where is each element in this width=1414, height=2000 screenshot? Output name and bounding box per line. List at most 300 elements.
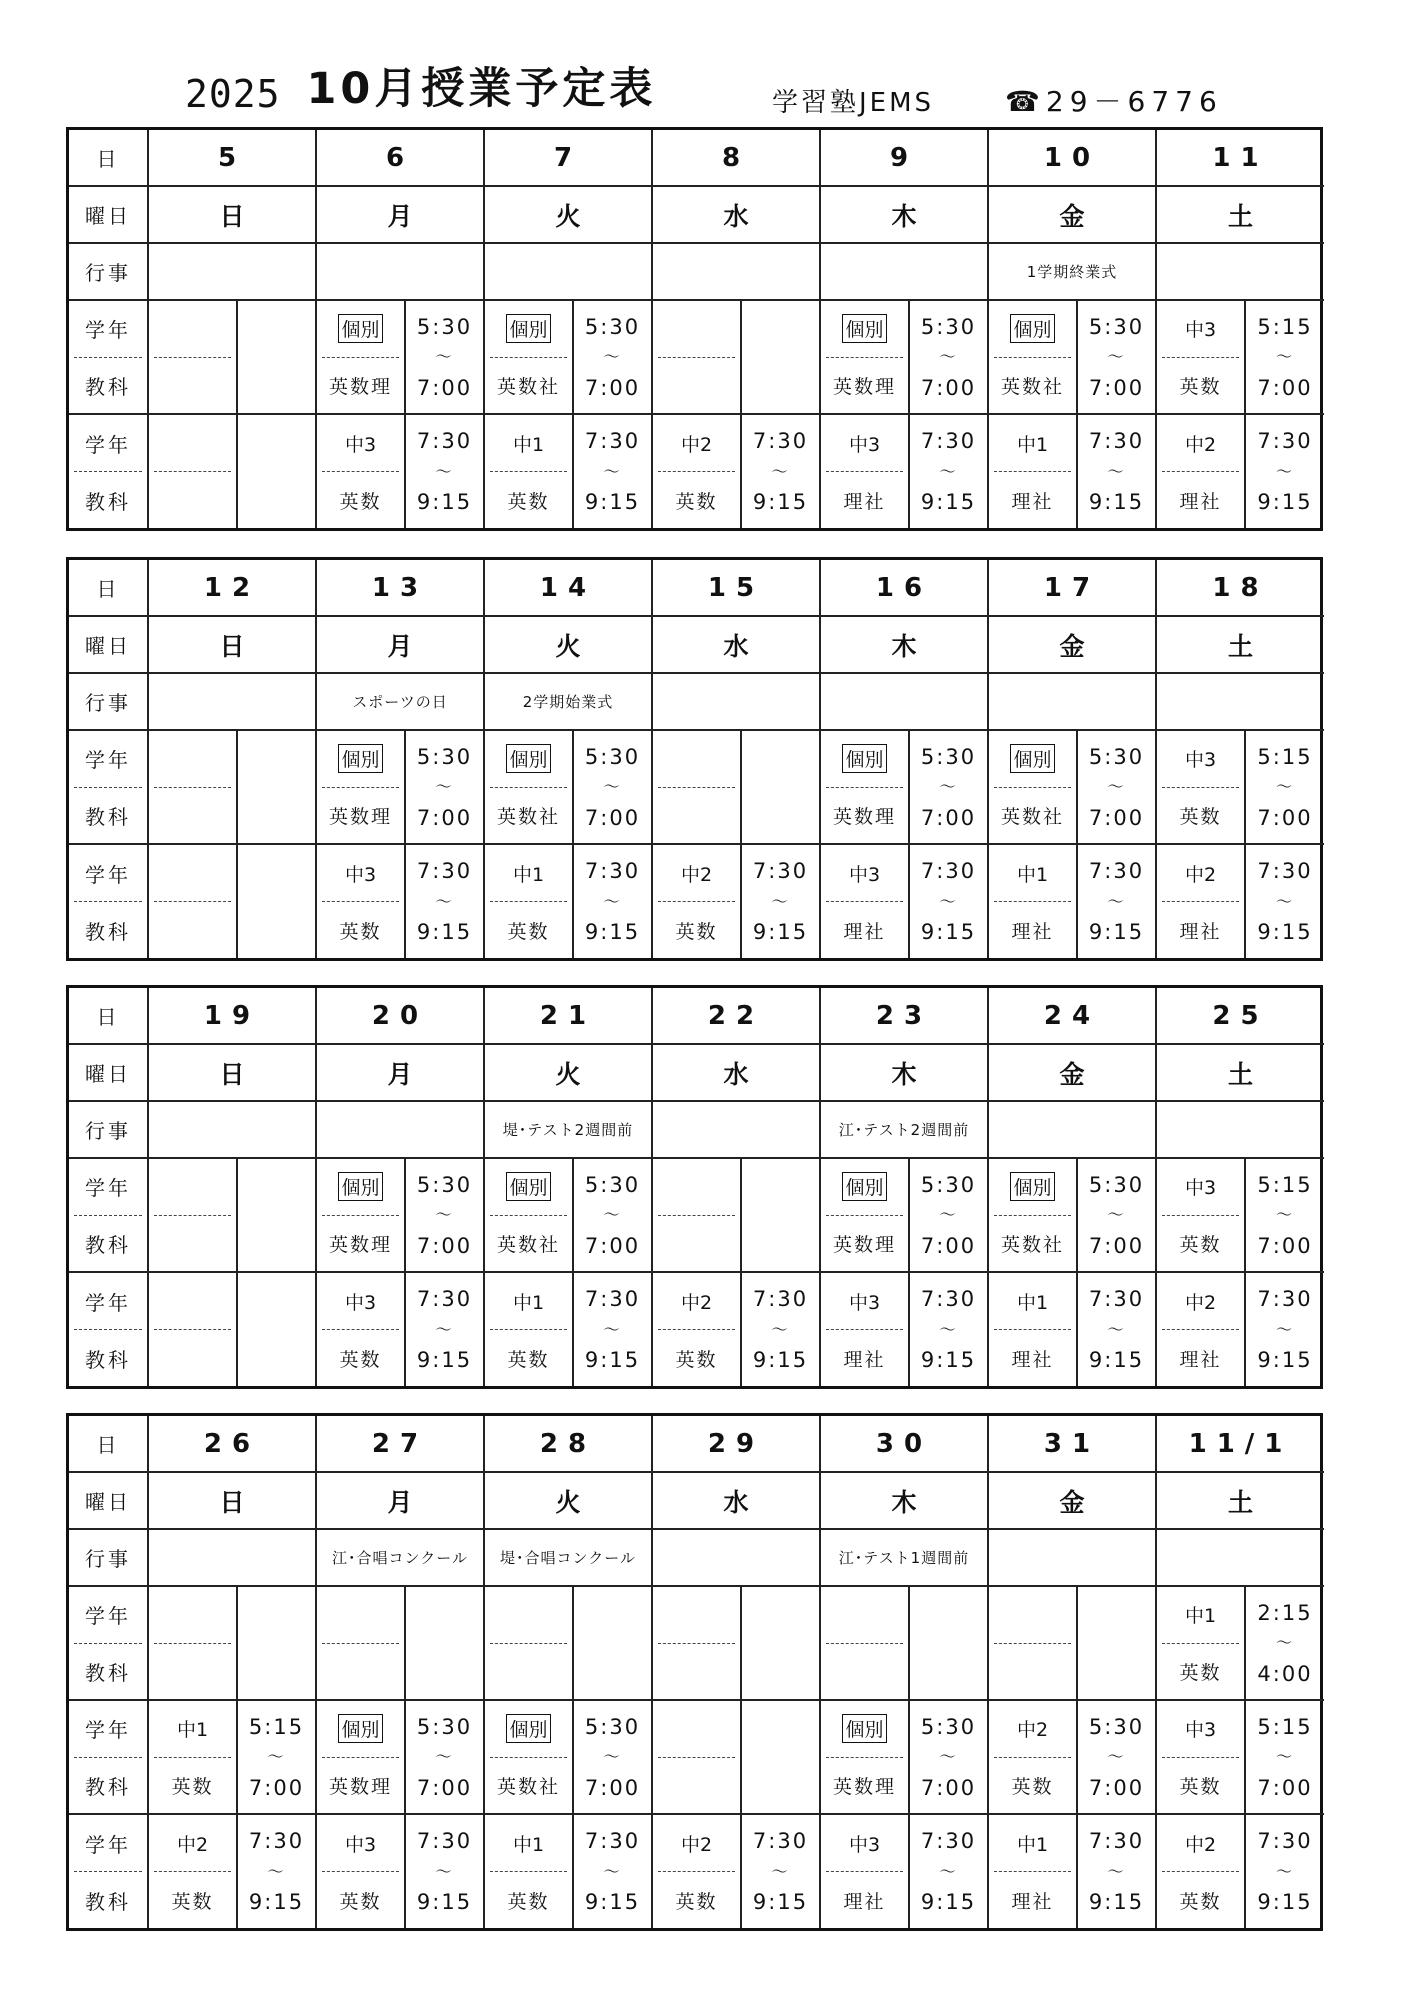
start-time	[1078, 1587, 1155, 1638]
event-cell	[988, 673, 1156, 730]
time-cell	[909, 414, 988, 528]
tilde	[238, 352, 315, 362]
time-cell	[573, 300, 652, 414]
start-time	[742, 731, 819, 782]
grade-text: 中1	[994, 845, 1071, 902]
time-cell	[1077, 1814, 1156, 1928]
start-time: 7:30	[584, 1286, 641, 1311]
time-cell	[741, 1586, 820, 1700]
label-subject: 教科	[85, 489, 131, 514]
label-subject: 教科	[85, 1889, 131, 1914]
start-time	[742, 1587, 819, 1638]
end-time	[238, 1648, 315, 1699]
date-cell: 14	[484, 560, 652, 616]
start-time: 5:30	[584, 744, 641, 769]
start-time	[742, 1701, 819, 1752]
grade-text: 中2	[1162, 845, 1239, 902]
end-time: 7:00	[248, 1775, 305, 1800]
subject-text: 英数社	[496, 375, 560, 398]
subject-text: 英数	[507, 1348, 550, 1371]
weekday-cell: 火	[484, 1044, 652, 1101]
grade-text: 中3	[1162, 1701, 1239, 1758]
end-time	[238, 1220, 315, 1271]
slot-label	[69, 1272, 148, 1386]
class-cell	[820, 414, 909, 528]
start-time	[574, 1587, 651, 1638]
subject-text: 英数社	[496, 805, 560, 828]
end-time	[238, 907, 315, 959]
class-cell	[1156, 300, 1245, 414]
time-cell	[405, 1700, 484, 1814]
tilde	[742, 1752, 819, 1762]
grade-text	[154, 845, 231, 902]
page-title: 10月授業予定表	[306, 64, 657, 114]
end-time: 7:00	[1257, 375, 1313, 400]
time-cell	[1245, 1586, 1324, 1700]
end-time: 7:00	[1088, 805, 1145, 830]
start-time: 5:30	[584, 314, 641, 339]
subject-text: 英数理	[832, 1233, 896, 1256]
school-name: 学習塾JEMS	[772, 88, 935, 118]
grade-text	[490, 1587, 567, 1644]
end-time: 7:00	[1088, 375, 1145, 400]
tilde: 〜	[603, 891, 622, 911]
event-cell	[1156, 243, 1324, 300]
grade-text: 個別	[490, 301, 567, 358]
date-cell: 10	[988, 130, 1156, 186]
class-cell	[820, 1158, 909, 1272]
time-cell	[573, 1700, 652, 1814]
time-cell	[405, 1814, 484, 1928]
start-time: 5:30	[1088, 314, 1145, 339]
end-time	[238, 1335, 315, 1387]
start-time	[238, 731, 315, 782]
end-time: 7:00	[1088, 1775, 1145, 1800]
class-cell	[652, 1814, 741, 1928]
end-time: 7:00	[416, 805, 473, 830]
tilde	[238, 1638, 315, 1648]
tilde: 〜	[435, 777, 454, 796]
subject-text	[149, 1330, 236, 1386]
end-time: 7:00	[584, 1775, 641, 1800]
label-subject: 教科	[85, 1774, 131, 1799]
start-time: 5:30	[920, 314, 977, 339]
end-time: 9:15	[584, 1348, 641, 1373]
event-cell	[484, 243, 652, 300]
grade-text: 中3	[322, 1815, 399, 1872]
label-subject: 教科	[85, 804, 131, 829]
slot-label	[69, 1158, 148, 1272]
start-time: 2:15	[1257, 1600, 1313, 1625]
tilde: 〜	[1107, 777, 1126, 796]
class-cell	[820, 730, 909, 844]
label-weekday: 曜日	[69, 616, 148, 673]
tilde: 〜	[1107, 347, 1126, 366]
class-cell	[148, 300, 237, 414]
class-cell	[316, 730, 405, 844]
weekday-cell: 金	[988, 1472, 1156, 1529]
subject-text: 英数	[339, 1890, 382, 1913]
end-time: 7:00	[584, 375, 641, 400]
weekday-cell: 月	[316, 616, 484, 673]
class-cell	[652, 1272, 741, 1386]
start-time: 5:15	[1257, 1172, 1313, 1197]
tilde	[742, 1638, 819, 1648]
time-cell	[1245, 414, 1324, 528]
tilde: 〜	[435, 1205, 454, 1224]
grade-text: 中3	[322, 415, 399, 472]
start-time: 7:30	[1088, 858, 1145, 883]
tilde	[238, 467, 315, 477]
tilde: 〜	[1275, 777, 1294, 796]
class-cell	[484, 844, 573, 958]
subject-text: 英数	[675, 490, 718, 513]
week-table	[66, 1413, 1323, 1931]
tilde: 〜	[771, 1319, 790, 1339]
start-time: 5:30	[416, 314, 473, 339]
time-cell	[1077, 300, 1156, 414]
subject-text: 理社	[1011, 1890, 1054, 1913]
label-subject: 教科	[85, 1347, 131, 1372]
end-time	[742, 362, 819, 413]
end-time	[574, 1648, 651, 1699]
class-cell	[820, 1700, 909, 1814]
weekday-cell: 火	[484, 1472, 652, 1529]
time-cell	[741, 1158, 820, 1272]
event-cell	[316, 1101, 484, 1158]
time-cell	[405, 1272, 484, 1386]
grade-text: 中1	[490, 415, 567, 472]
date-cell: 9	[820, 130, 988, 186]
grade-text: 個別	[826, 1701, 903, 1758]
subject-text: 英数理	[328, 805, 392, 828]
grade-text: 中3	[826, 1273, 903, 1330]
grade-text: 中3	[826, 1815, 903, 1872]
grade-text: 個別	[994, 731, 1071, 788]
time-cell	[1245, 1814, 1324, 1928]
class-cell	[148, 844, 237, 958]
date-cell: 27	[316, 1416, 484, 1472]
label-day: 日	[69, 988, 148, 1044]
class-cell	[820, 1272, 909, 1386]
label-grade: 学年	[74, 1159, 142, 1216]
class-cell	[316, 1700, 405, 1814]
date-cell: 30	[820, 1416, 988, 1472]
weekday-cell: 日	[148, 1044, 316, 1101]
time-cell	[573, 414, 652, 528]
subject-text	[485, 1644, 572, 1700]
tilde: 〜	[435, 1747, 454, 1766]
end-time	[238, 362, 315, 413]
class-cell	[820, 1586, 909, 1700]
start-time: 7:30	[416, 428, 473, 453]
date-cell: 11/1	[1156, 1416, 1324, 1472]
end-time: 9:15	[920, 920, 977, 945]
subject-text: 理社	[1011, 1348, 1054, 1371]
start-time: 7:30	[920, 858, 977, 883]
class-cell	[988, 1272, 1077, 1386]
slot-label	[69, 300, 148, 414]
start-time: 5:30	[584, 1172, 641, 1197]
label-grade: 学年	[74, 1587, 142, 1644]
end-time: 4:00	[1257, 1661, 1313, 1686]
class-cell	[148, 1586, 237, 1700]
time-cell	[573, 1814, 652, 1928]
tilde: 〜	[771, 1861, 790, 1881]
start-time	[238, 301, 315, 352]
start-time: 5:15	[248, 1714, 305, 1739]
subject-text: 理社	[1179, 490, 1222, 513]
end-time: 9:15	[416, 920, 473, 945]
start-time: 7:30	[584, 1828, 641, 1853]
subject-text: 英数	[1179, 1890, 1222, 1913]
end-time: 7:00	[584, 805, 641, 830]
event-cell: 2学期始業式	[484, 673, 652, 730]
start-time: 7:30	[584, 428, 641, 453]
subject-text	[989, 1644, 1076, 1700]
date-cell: 18	[1156, 560, 1324, 616]
end-time: 7:00	[416, 375, 473, 400]
subject-text: 英数	[171, 1775, 214, 1798]
end-time: 7:00	[920, 1775, 977, 1800]
start-time: 5:30	[584, 1714, 641, 1739]
grade-text: 個別	[826, 301, 903, 358]
weekday-cell: 月	[316, 186, 484, 243]
tilde: 〜	[603, 1861, 622, 1881]
class-cell	[484, 300, 573, 414]
end-time: 9:15	[584, 1890, 641, 1915]
start-time: 7:30	[920, 428, 977, 453]
date-cell: 5	[148, 130, 316, 186]
subject-text: 英数	[1179, 805, 1222, 828]
start-time: 7:30	[752, 428, 809, 453]
weekday-cell: 木	[820, 186, 988, 243]
tilde: 〜	[939, 347, 958, 366]
week-table	[66, 985, 1323, 1389]
tilde: 〜	[1275, 891, 1294, 911]
end-time: 9:15	[584, 920, 641, 945]
subject-text: 理社	[1179, 920, 1222, 943]
tilde: 〜	[435, 1319, 454, 1339]
end-time: 7:00	[1088, 1233, 1145, 1258]
time-cell	[237, 414, 316, 528]
tilde: 〜	[603, 1205, 622, 1224]
time-cell	[909, 300, 988, 414]
tilde	[742, 782, 819, 792]
subject-text	[653, 1758, 740, 1814]
weekday-cell: 水	[652, 616, 820, 673]
start-time: 7:30	[752, 858, 809, 883]
date-cell: 15	[652, 560, 820, 616]
date-cell: 11	[1156, 130, 1324, 186]
end-time: 7:00	[584, 1233, 641, 1258]
weekday-cell: 土	[1156, 1044, 1324, 1101]
start-time	[742, 301, 819, 352]
start-time: 7:30	[584, 858, 641, 883]
time-cell	[573, 1272, 652, 1386]
grade-text: 中3	[826, 415, 903, 472]
class-cell	[484, 1814, 573, 1928]
date-cell: 22	[652, 988, 820, 1044]
grade-text	[826, 1587, 903, 1644]
end-time: 7:00	[1257, 1775, 1313, 1800]
subject-text: 英数	[171, 1890, 214, 1913]
subject-text: 英数理	[328, 1233, 392, 1256]
weekday-cell: 火	[484, 616, 652, 673]
week-table	[66, 127, 1323, 531]
subject-text: 英数	[339, 1348, 382, 1371]
start-time	[238, 1273, 315, 1325]
grade-text: 中1	[994, 415, 1071, 472]
event-cell: 堤･合唱コンクール	[484, 1529, 652, 1586]
grade-text: 中3	[322, 845, 399, 902]
event-cell	[652, 1101, 820, 1158]
start-time: 5:30	[416, 1714, 473, 1739]
slot-label	[69, 844, 148, 958]
class-cell	[1156, 1586, 1245, 1700]
tilde: 〜	[1275, 1747, 1294, 1766]
grade-text: 個別	[322, 1159, 399, 1216]
time-cell	[1077, 1158, 1156, 1272]
label-event: 行事	[69, 243, 148, 300]
weekday-cell: 水	[652, 1472, 820, 1529]
grade-text	[154, 415, 231, 472]
weekday-cell: 木	[820, 1472, 988, 1529]
tilde	[910, 1638, 987, 1648]
grade-text: 中1	[994, 1815, 1071, 1872]
time-cell	[1077, 730, 1156, 844]
date-cell: 23	[820, 988, 988, 1044]
subject-text: 理社	[1011, 490, 1054, 513]
grade-text: 中2	[1162, 1815, 1239, 1872]
subject-text: 英数	[675, 1890, 718, 1913]
end-time: 9:15	[920, 1348, 977, 1373]
page-header	[185, 66, 656, 116]
subject-text: 英数社	[1000, 1233, 1064, 1256]
class-cell	[1156, 730, 1245, 844]
end-time	[238, 792, 315, 843]
end-time: 9:15	[1088, 920, 1145, 945]
subject-text: 英数	[507, 920, 550, 943]
class-cell	[316, 300, 405, 414]
time-cell	[1245, 1272, 1324, 1386]
time-cell	[1245, 1158, 1324, 1272]
label-event: 行事	[69, 673, 148, 730]
date-cell: 28	[484, 1416, 652, 1472]
class-cell	[1156, 1814, 1245, 1928]
event-cell: 江･テスト2週間前	[820, 1101, 988, 1158]
label-grade: 学年	[74, 731, 142, 788]
grade-text: 中3	[322, 1273, 399, 1330]
class-cell	[148, 1814, 237, 1928]
time-cell	[741, 300, 820, 414]
end-time: 9:15	[920, 490, 977, 515]
subject-text	[149, 902, 236, 958]
start-time: 5:30	[1088, 1714, 1145, 1739]
start-time	[238, 1587, 315, 1638]
event-cell: 堤･テスト2週間前	[484, 1101, 652, 1158]
grade-text	[154, 1273, 231, 1330]
subject-text: 英数	[1011, 1775, 1054, 1798]
grade-text: 中3	[1162, 301, 1239, 358]
start-time: 5:30	[1088, 1172, 1145, 1197]
subject-text: 理社	[1011, 920, 1054, 943]
end-time	[406, 1648, 483, 1699]
tilde: 〜	[603, 777, 622, 796]
class-cell	[652, 300, 741, 414]
grade-text: 中2	[658, 1815, 735, 1872]
time-cell	[741, 1700, 820, 1814]
end-time: 9:15	[752, 490, 809, 515]
subject-text: 理社	[843, 920, 886, 943]
tilde: 〜	[603, 461, 622, 481]
class-cell	[652, 844, 741, 958]
tilde: 〜	[267, 1861, 286, 1881]
class-cell	[1156, 414, 1245, 528]
grade-text: 中1	[994, 1273, 1071, 1330]
start-time: 7:30	[752, 1828, 809, 1853]
label-grade: 学年	[74, 1815, 142, 1872]
time-cell	[1245, 1700, 1324, 1814]
time-cell	[741, 1814, 820, 1928]
weekday-cell: 日	[148, 616, 316, 673]
weekday-cell: 土	[1156, 186, 1324, 243]
weekday-cell: 土	[1156, 616, 1324, 673]
label-day: 日	[69, 1416, 148, 1472]
tilde: 〜	[939, 1319, 958, 1339]
class-cell	[148, 1272, 237, 1386]
subject-text	[149, 1644, 236, 1700]
class-cell	[1156, 1272, 1245, 1386]
start-time: 7:30	[1088, 428, 1145, 453]
class-cell	[484, 1158, 573, 1272]
subject-text	[317, 1644, 404, 1700]
slot-label	[69, 1700, 148, 1814]
subject-text: 英数	[1179, 375, 1222, 398]
tilde: 〜	[1275, 1319, 1294, 1339]
class-cell	[652, 414, 741, 528]
subject-text	[149, 358, 236, 414]
time-cell	[909, 1272, 988, 1386]
tilde: 〜	[603, 1319, 622, 1339]
grade-text: 中2	[658, 1273, 735, 1330]
time-cell	[1077, 1700, 1156, 1814]
subject-text: 理社	[1179, 1348, 1222, 1371]
tilde: 〜	[771, 461, 790, 481]
tilde: 〜	[267, 1747, 286, 1766]
grade-text: 個別	[994, 1159, 1071, 1216]
weekday-cell: 月	[316, 1472, 484, 1529]
subject-text	[653, 1644, 740, 1700]
subject-text: 英数	[339, 920, 382, 943]
time-cell	[1245, 300, 1324, 414]
class-cell	[820, 1814, 909, 1928]
grade-text: 個別	[490, 1701, 567, 1758]
event-cell	[148, 673, 316, 730]
class-cell	[316, 1586, 405, 1700]
grade-text: 中3	[826, 845, 903, 902]
tilde	[1078, 1638, 1155, 1648]
grade-text: 中2	[154, 1815, 231, 1872]
slot-label	[69, 1586, 148, 1700]
class-cell	[820, 300, 909, 414]
end-time: 9:15	[1257, 1890, 1313, 1915]
tilde	[238, 1325, 315, 1335]
event-cell	[1156, 673, 1324, 730]
tilde: 〜	[939, 1861, 958, 1881]
grade-text: 個別	[490, 731, 567, 788]
grade-text: 中2	[1162, 415, 1239, 472]
